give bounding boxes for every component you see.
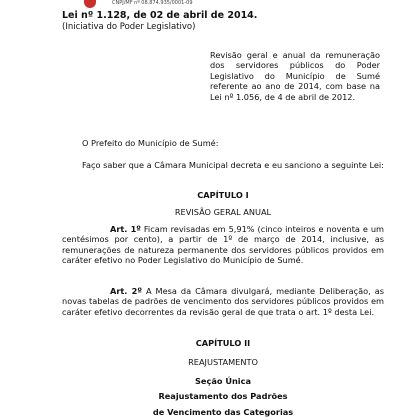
chapter-2-title: CAPÍTULO II [195, 338, 251, 348]
section-heading-line-2: de Vencimento das Categorias [152, 407, 294, 417]
article-2-text: A Mesa da Câmara divulgará, mediante Deliberação, as novas tabelas de padrões de vencimento dos servidores públicos providos em caráter efetivo decorrentes da revisão geral de que trata o art. 1º desta Lei. [62, 286, 384, 317]
article-1 [62, 224, 384, 266]
preamble-prefeito: O Prefeito do Município de Sumé: [82, 138, 219, 148]
chapter-1-title: CAPÍTULO I [197, 190, 249, 200]
article-1-text: Ficam revisadas em 5,91% (cinco inteiros e noventa e um centésimos por cento), a partir de 1º de março de 2014, inclusive, as remunerações de natureza permanente dos servidores públicos providos em caráter efetivo no Poder Legislativo do Município de Sumé. [62, 224, 384, 266]
preamble-faco-saber: Faço saber que a Câmara Municipal decreta e eu sanciono a seguinte Lei: [82, 160, 384, 170]
cnpj-line: CNPJ/MF nº 08.874.935/0001-09 [112, 0, 193, 6]
article-1-label: Art. 1º [110, 224, 141, 234]
law-subtitle: (Iniciativa do Poder Legislativo) [62, 22, 196, 32]
coat-of-arms-icon [84, 0, 96, 8]
article-2 [62, 286, 384, 317]
law-ementa: Revisão geral e anual da remuneração dos servidores públicos do Poder Legislativo do Município de Sumé referente ao ano de 2014, com base na Lei nº 1.056, de 4 de abril de 2012. [210, 50, 380, 102]
section-heading-line-1: Reajustamento dos Padrões [158, 391, 288, 401]
article-2-label: Art. 2º [110, 286, 142, 296]
chapter-1-name: REVISÃO GERAL ANUAL [174, 207, 272, 217]
section-title: Seção Única [195, 376, 251, 386]
law-title: Lei nº 1.128, de 02 de abril de 2014. [62, 10, 258, 21]
chapter-2-name: REAJUSTAMENTO [188, 357, 258, 367]
